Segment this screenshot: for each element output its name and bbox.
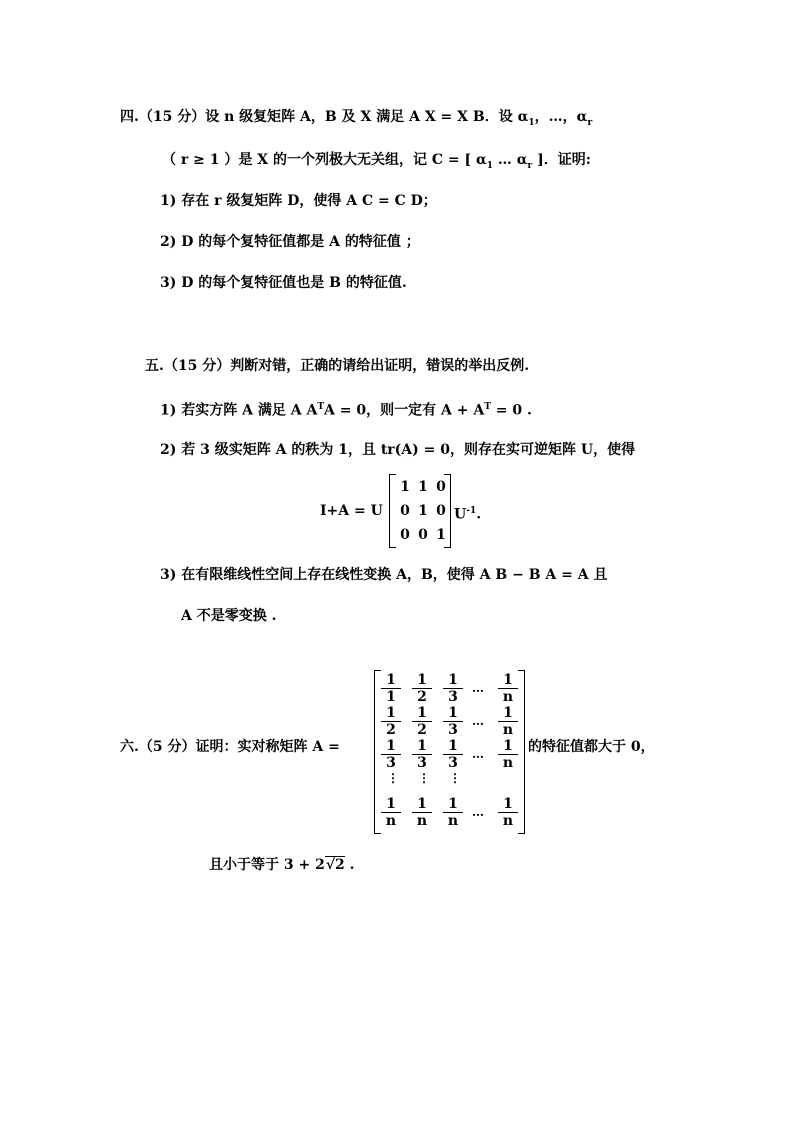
q6-matrix-fraction: $\frac{1}{n}$ bbox=[498, 739, 518, 770]
q5-equation-left: I+A = U bbox=[320, 503, 383, 519]
q4-condition: （ r ≥ 1 ）是 X 的一个列极大无关组，记 C = [ $\alpha_1$ … $\alpha_r$ ]．证明: bbox=[162, 152, 591, 171]
ellipsis: … bbox=[472, 681, 484, 695]
q6-bound: 且小于等于 3 + 2√2 . bbox=[209, 857, 355, 873]
q5-item-2: 2) 若 3 级实矩阵 A 的秩为 1，且 tr(A) = 0，则存在实可逆矩阵 U，使得 bbox=[160, 442, 636, 458]
q6-matrix-fraction: $\frac{1}{3}$ bbox=[443, 706, 463, 737]
ellipsis: … bbox=[472, 747, 484, 761]
q6-matrix-fraction: $\frac{1}{3}$ bbox=[381, 739, 401, 770]
q5-matrix-cell: 1 bbox=[436, 527, 446, 543]
q4-heading: 四.（15 分）设 n 级复矩阵 A，B 及 X 满足 A X = X B．设 $\alpha_1$，…，$\alpha_r$ bbox=[120, 109, 593, 128]
q6-matrix-fraction: $\frac{1}{3}$ bbox=[412, 739, 432, 770]
ellipsis: … bbox=[472, 805, 484, 819]
q5-item-3: 3) 在有限维线性空间上存在线性变换 A，B，使得 A B − B A = A 且 bbox=[160, 567, 608, 583]
q6-matrix-fraction: $\frac{1}{2}$ bbox=[412, 706, 432, 737]
q5-matrix-cell: 0 bbox=[436, 503, 446, 519]
q6-matrix-fraction: $\frac{1}{n}$ bbox=[381, 797, 401, 828]
q6-matrix-fraction: $\frac{1}{n}$ bbox=[498, 797, 518, 828]
q5-matrix-cell: 1 bbox=[400, 479, 410, 495]
q5-heading: 五.（15 分）判断对错，正确的请给出证明，错误的举出反例. bbox=[145, 358, 530, 374]
q6-matrix bbox=[374, 670, 525, 834]
q6-tail: 的特征值都大于 0， bbox=[528, 739, 655, 755]
q6-matrix-fraction: $\frac{1}{3}$ bbox=[443, 673, 463, 704]
q5-matrix-cell: 1 bbox=[418, 479, 428, 495]
q4-item-1: 1) 存在 r 级复矩阵 D，使得 A C = C D； bbox=[160, 193, 437, 209]
q4-item-2: 2) D 的每个复特征值都是 A 的特征值 ； bbox=[160, 234, 420, 250]
q6-matrix-fraction: $\frac{1}{n}$ bbox=[498, 673, 518, 704]
q6-matrix-fraction: $\frac{1}{1}$ bbox=[381, 673, 401, 704]
q5-item-1: 1) 若实方阵 A 满足 A $A^TA = 0$，则一定有 $A + A^T = 0$ . bbox=[160, 402, 532, 419]
q6-matrix-fraction: $\frac{1}{n}$ bbox=[498, 706, 518, 737]
q5-matrix-cell: 0 bbox=[418, 527, 428, 543]
vertical-ellipsis: ⋮ bbox=[449, 771, 461, 785]
q5-matrix-cell: 1 bbox=[418, 503, 428, 519]
q6-matrix-fraction: $\frac{1}{2}$ bbox=[412, 673, 432, 704]
q4-item-3: 3) D 的每个复特征值也是 B 的特征值. bbox=[160, 275, 407, 291]
q5-equation-right: $U^{-1}$. bbox=[454, 506, 482, 523]
ellipsis: … bbox=[472, 714, 484, 728]
q5-item-3-continued: A 不是零变换 . bbox=[181, 608, 277, 624]
vertical-ellipsis: ⋮ bbox=[418, 771, 430, 785]
q5-matrix bbox=[389, 474, 451, 548]
q5-matrix-cell: 0 bbox=[436, 479, 446, 495]
q6-heading: 六.（5 分）证明：实对称矩阵 A = bbox=[120, 739, 340, 755]
vertical-ellipsis: ⋮ bbox=[387, 771, 399, 785]
q6-matrix-fraction: $\frac{1}{2}$ bbox=[381, 706, 401, 737]
q5-matrix-cell: 0 bbox=[400, 527, 410, 543]
q6-matrix-fraction: $\frac{1}{3}$ bbox=[443, 739, 463, 770]
q6-matrix-fraction: $\frac{1}{n}$ bbox=[412, 797, 432, 828]
sqrt-symbol: √2 bbox=[325, 857, 345, 873]
q6-matrix-fraction: $\frac{1}{n}$ bbox=[443, 797, 463, 828]
q5-matrix-cell: 0 bbox=[400, 503, 410, 519]
